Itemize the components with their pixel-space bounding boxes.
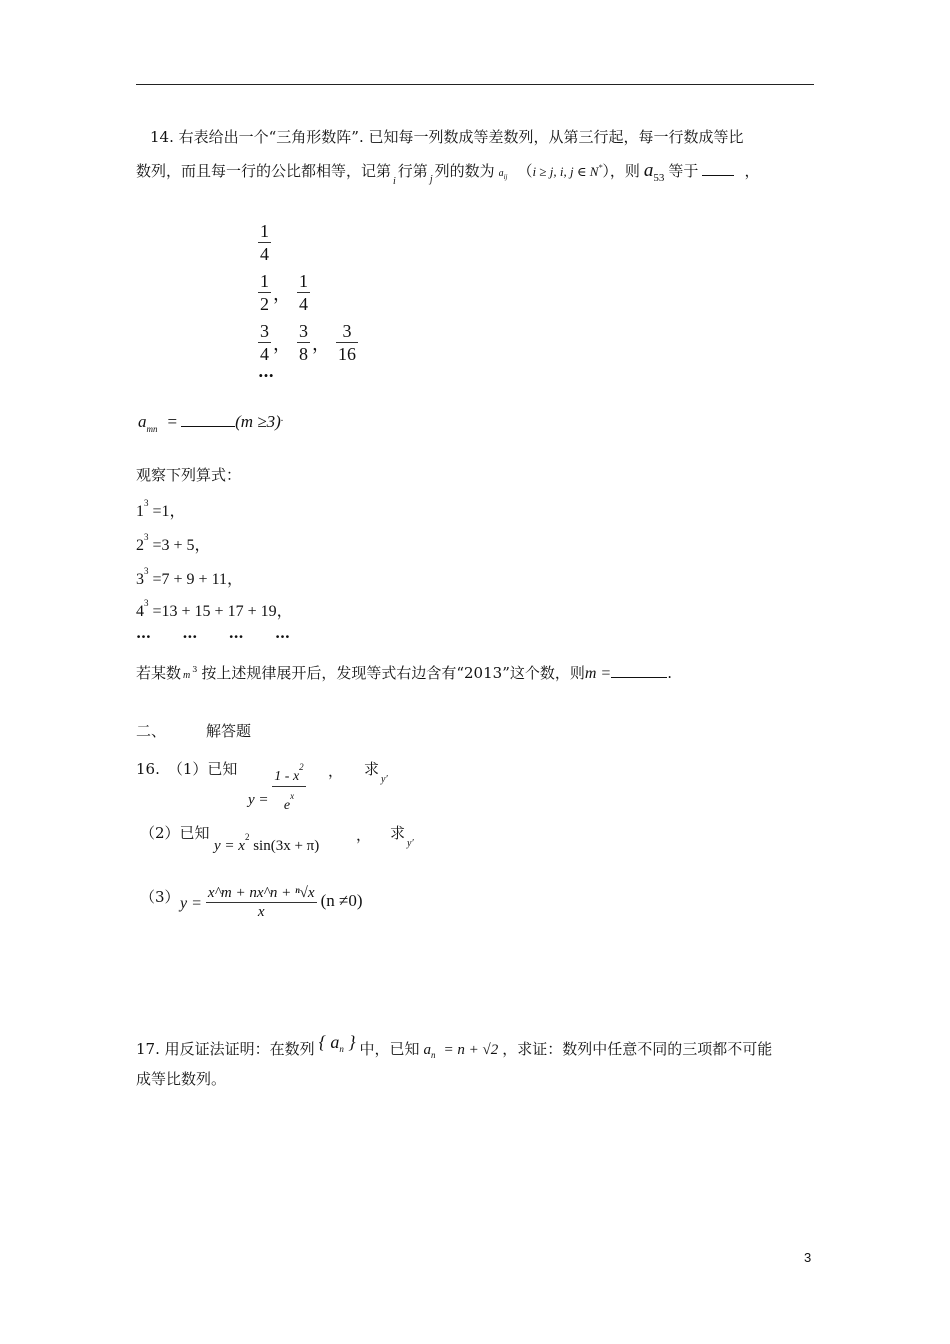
fraction: $\frac{\text{x\textasciicircum{}m + nx\textasciicircum{}n + ⁿ√x}}{x}$ <box>207 885 315 920</box>
answer-blank-amn[interactable] <box>181 414 235 427</box>
q15-intro: 观察下列算式： <box>136 466 242 484</box>
q15-dots: … … … … <box>136 624 290 642</box>
q16-part1-formula: y = $\frac{1 - x^2}{e^x}$ <box>248 758 306 815</box>
triangle-dots: … <box>258 362 274 381</box>
q15-equation-2: $2^3 =3 + 5$， <box>136 532 211 554</box>
q15-equation-4: $4^3 =13 + 15 + 17 + 19$， <box>136 598 293 620</box>
q16-part2-ask: 求$_{y'}$ <box>390 824 414 849</box>
q16-part3-formula: y = $\frac{\text{x\textasciicircum{}m + nx\textasciicircum{}n + ⁿ√x}}{x}$ (n ≠0) <box>180 885 363 920</box>
q16-part1-ask: 求$_{y'}$ <box>364 760 388 785</box>
fraction: $\frac{3}{16}$ <box>338 321 356 364</box>
q14-line1: 14. 右表给出一个“三角形数阵”. 已知每一列数成等差数列，从第三行起，每一行数成等比 <box>150 128 744 146</box>
q17-line2: 成等比数列。 <box>136 1070 227 1088</box>
section-heading: 二、 解答题 <box>136 722 252 740</box>
q15-question: 若某数 $m^3$ 按上述规律展开后，发现等式右边含有“2013”这个数，则m = . <box>136 664 672 682</box>
fraction: $\frac{1}{2}$ <box>260 271 269 314</box>
fraction: $\frac{1 - x^2}{e^x}$ <box>274 762 304 813</box>
q16-part1-comma: ， <box>328 762 344 780</box>
q15-equation-3: $3^3 =7 + 9 + 11$， <box>136 566 243 588</box>
q16-part1: 16. （1）已知 <box>136 760 238 778</box>
a-n-definition: $a_n = n + √2$ <box>423 1042 499 1060</box>
a-53: $a_{53}$ <box>643 160 665 184</box>
q16-part2-comma: ， <box>356 826 372 844</box>
fraction: $\frac{3}{4}$ <box>260 321 269 364</box>
q15-equation-1: $1^3 =1$， <box>136 498 186 520</box>
q16-part2-formula: $y = x^2$ sin(3x + π) <box>214 832 320 854</box>
triangle-row-1 <box>258 220 271 265</box>
fraction: $\frac{3}{8}$ <box>299 321 308 364</box>
q17-line1: 17. 用反证法证明：在数列 { $a_n$ } 中，已知 $a_n = n + √2$ ，求证：数列中任意不同的三项都不可能 <box>136 1032 773 1060</box>
q16-part2: （2）已知 <box>140 824 210 842</box>
sequence-notation: { $a_n$ } <box>318 1032 356 1054</box>
header-rule <box>136 84 814 85</box>
fraction: $\frac{1}{4}$ <box>260 221 269 264</box>
a-mn-expression: $a_{mn} = (m \ge 3)^.$ <box>138 412 284 434</box>
triangle-row-2: $\frac{1}{2}$ ， $\frac{1}{4}$ <box>260 271 308 314</box>
triangle-row-3: $\frac{3}{4}$ ， $\frac{3}{8}$ ， $\frac{3}{16}$ <box>260 321 356 364</box>
a-ij: $a_{ij}$ <box>498 168 508 181</box>
answer-blank-m[interactable] <box>611 665 667 678</box>
answer-blank-a53[interactable] <box>702 163 734 176</box>
q14-line2: 数列，而且每一行的公比都相等，记第$_i$行第 $_j$ 列的数为 $a_{ij}$ （i ≥ j, i, j ∈ N*），则 $a_{53}$ 等于 ， <box>136 160 760 187</box>
fraction: $\frac{1}{4}$ <box>299 271 308 314</box>
q16-part3: （3） <box>140 888 180 906</box>
page-number: 3 <box>804 1250 812 1265</box>
